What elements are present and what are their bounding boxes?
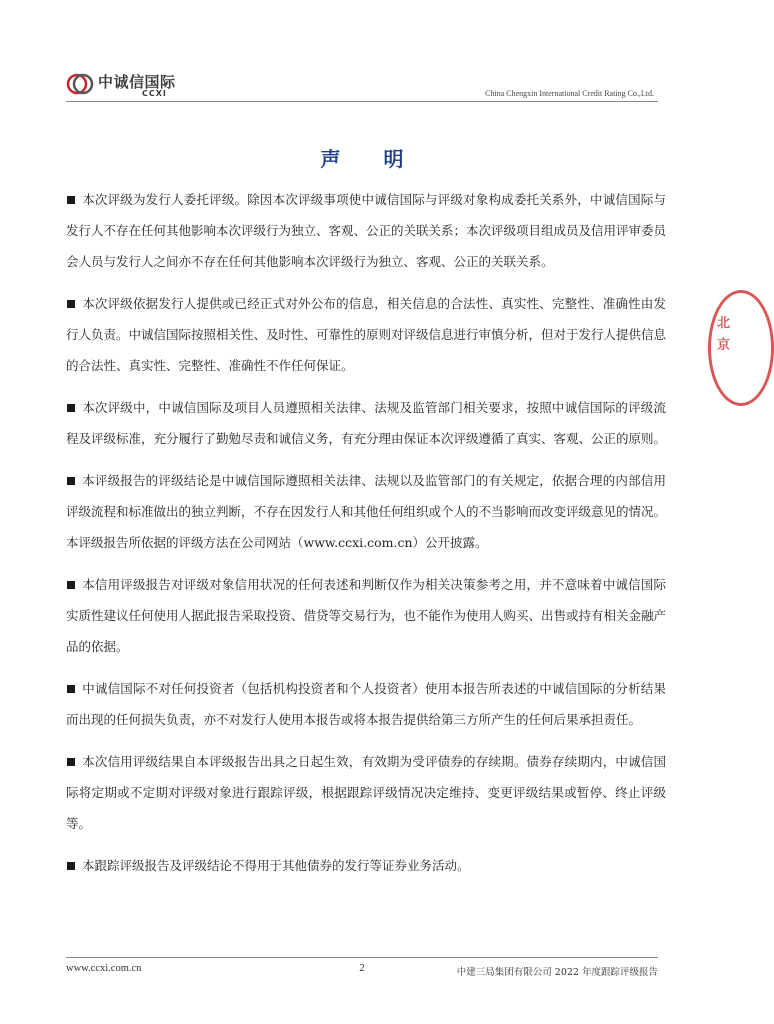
statement-text: 中诚信国际不对任何投资者（包括机构投资者和个人投资者）使用本报告所表述的中诚信国际的分析结果而出现的任何损失负责，亦不对发行人使用本报告或将本报告提供给第三方所产生的任何后果承担责任。 xyxy=(66,681,666,727)
statement-text: 本跟踪评级报告及评级结论不得用于其他债券的发行等证券业务活动。 xyxy=(82,858,470,873)
header-divider xyxy=(66,101,658,102)
statement-paragraph xyxy=(66,465,666,558)
square-bullet-icon xyxy=(67,196,75,204)
statement-text: 本信用评级报告对评级对象信用状况的任何表述和判断仅作为相关决策参考之用，并不意味着中诚信国际实质性建议任何使用人据此报告采取投资、借贷等交易行为，也不能作为使用人购买、出售或持有相关金融产品的依据。 xyxy=(66,577,667,654)
square-bullet-icon xyxy=(67,581,75,589)
statement-paragraph xyxy=(66,746,666,839)
statement-text: 本评级报告的评级结论是中诚信国际遵照相关法律、法规以及监管部门的有关规定，依据合理的内部信用评级流程和标准做出的独立判断，不存在因发行人和其他任何组织或个人的不当影响而改变评级意见的情况。本评级报告所依据的评级方法在公司网站（www.ccxi.com.cn）公开披露。 xyxy=(66,473,667,550)
ccxi-logo-icon xyxy=(66,70,94,98)
footer-divider xyxy=(66,957,658,958)
statement-paragraph xyxy=(66,850,666,881)
stamp-text: 北 京 xyxy=(717,316,731,353)
statement-paragraph xyxy=(66,184,666,277)
ccxi-logo xyxy=(66,68,176,100)
logo-sub-text: CCXI xyxy=(142,89,167,98)
statement-text: 本次评级依据发行人提供或已经正式对外公布的信息，相关信息的合法性、真实性、完整性、准确性由发行人负责。中诚信国际按照相关性、及时性、可靠性的原则对评级信息进行审慎分析，但对于发行人提供信息的合法性、真实性、完整性、准确性不作任何保证。 xyxy=(66,296,667,373)
statement-text: 本次信用评级结果自本评级报告出具之日起生效，有效期为受评债券的存续期。债券存续期内，中诚信国际将定期或不定期对评级对象进行跟踪评级，根据跟踪评级情况决定维持、变更评级结果或暂停、终止评级等。 xyxy=(66,754,666,831)
company-seal-stamp xyxy=(708,290,774,406)
statement-paragraph xyxy=(66,673,666,735)
square-bullet-icon xyxy=(67,862,75,870)
statement-paragraph xyxy=(66,288,666,381)
statement-paragraph xyxy=(66,569,666,662)
statement-text: 本次评级为发行人委托评级。除因本次评级事项使中诚信国际与评级对象构成委托关系外，中诚信国际与发行人不存在任何其他影响本次评级行为独立、客观、公正的关联关系；本次评级项目组成员及信用评审委员会人员与发行人之间亦不存在任何其他影响本次评级行为独立、客观、公正的关联关系。 xyxy=(66,192,667,269)
logo-text: 中诚信国际 xyxy=(98,73,176,91)
statement-list xyxy=(66,184,666,892)
company-english-name: China Chengxin International Credit Rating Co.,Ltd. xyxy=(485,89,654,98)
square-bullet-icon xyxy=(67,404,75,412)
statement-paragraph xyxy=(66,392,666,454)
square-bullet-icon xyxy=(67,758,75,766)
square-bullet-icon xyxy=(67,300,75,308)
footer-website: www.ccxi.com.cn xyxy=(66,963,142,974)
footer-report-name: 中建三局集团有限公司 2022 年度跟踪评级报告 xyxy=(456,967,658,978)
square-bullet-icon xyxy=(67,477,75,485)
square-bullet-icon xyxy=(67,685,75,693)
page-number: 2 xyxy=(359,962,365,974)
page-title: 声 明 xyxy=(320,147,422,171)
statement-text: 本次评级中，中诚信国际及项目人员遵照相关法律、法规及监管部门相关要求，按照中诚信国际的评级流程及评级标准，充分履行了勤勉尽责和诚信义务，有充分理由保证本次评级遵循了真实、客观、公正的原则。 xyxy=(66,400,667,446)
